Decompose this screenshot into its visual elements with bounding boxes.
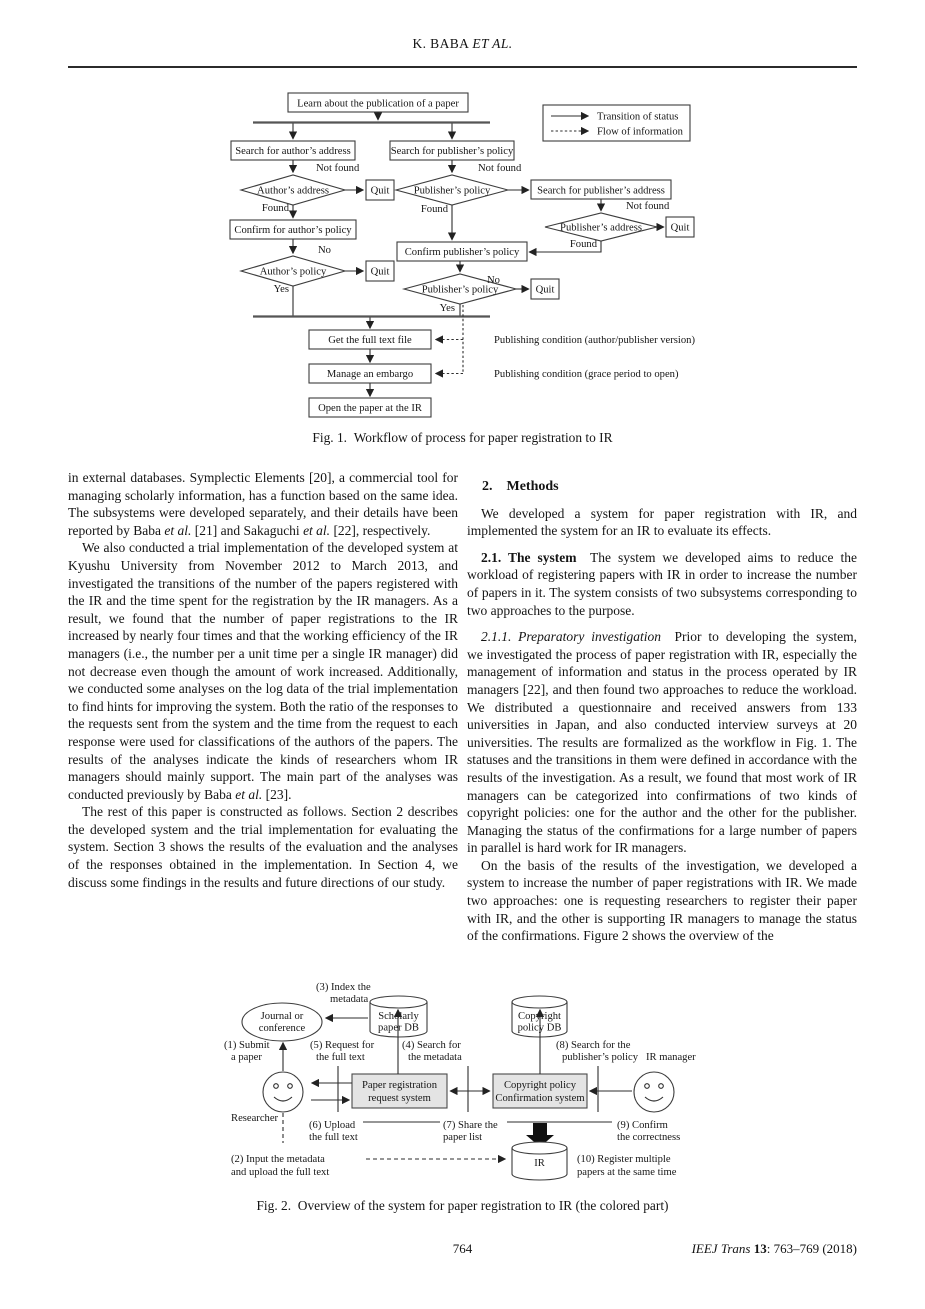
- decision-author-address-label: Author’s address: [257, 185, 329, 197]
- legend-transition-label: Transition of status: [597, 111, 679, 123]
- page-number: 764: [452, 1241, 473, 1256]
- node-confirm-publisher-policy-label: Confirm publisher’s policy: [404, 247, 520, 258]
- label-no: No: [487, 275, 500, 286]
- header-rule: [68, 66, 857, 68]
- paragraph: in external databases. Symplectic Elements [20], a commercial tool for managing scholarly information, has a function based on the same idea. The subsystems were developed separately, and their details have been reported by Baba et al. [21] and Sakaguchi et al. [22], respectively.: [68, 470, 458, 538]
- label-no: No: [318, 245, 331, 256]
- label-8-search: (8) Search for the: [556, 1040, 631, 1051]
- label-10-register: (10) Register multiple: [577, 1154, 671, 1165]
- running-head-authors: K. BABA: [412, 36, 473, 51]
- right-column: [467, 469, 857, 945]
- label-not-found: Not found: [626, 201, 670, 212]
- decision-author-policy-label: Author’s policy: [259, 266, 327, 278]
- svg-text:IR: IR: [534, 1158, 545, 1169]
- label-researcher: Researcher: [231, 1113, 279, 1124]
- node-learn-publication-label: Learn about the publication of a paper: [297, 98, 459, 110]
- node-search-author-address-label: Search for author’s address: [235, 146, 351, 157]
- label-5-request-2: the full text: [316, 1052, 365, 1063]
- copyright-confirmation-line2: Confirmation system: [495, 1093, 585, 1104]
- researcher-face-icon: [263, 1072, 303, 1112]
- node-search-publisher-policy-label: Search for publisher’s policy: [390, 146, 514, 157]
- copyright-confirmation-line1: Copyright policy: [503, 1080, 577, 1091]
- label-7-share: (7) Share the: [443, 1120, 498, 1131]
- section-heading-methods: 2. Methods: [482, 479, 559, 494]
- label-3-index: (3) Index the: [316, 982, 371, 993]
- label-not-found: Not found: [316, 163, 360, 174]
- svg-text:Copyright: Copyright: [518, 1011, 561, 1022]
- svg-text:Scholarly: Scholarly: [378, 1011, 419, 1022]
- label-found: Found: [420, 204, 448, 215]
- node-journal-line1: Journal or: [260, 1011, 304, 1022]
- label-found: Found: [569, 239, 597, 250]
- fig1-legend: [543, 105, 690, 141]
- node-open-paper-ir-label: Open the paper at the IR: [318, 403, 422, 414]
- annotation-cond-grace: Publishing condition (grace period to open): [494, 369, 679, 380]
- paragraph: On the basis of the results of the investigation, we developed a system to increase the number of paper registrations with IR. We made two approaches: one is requesting researchers to register their paper with IR, and the other is supporting IR managers to manage the status of the confirmations. Figure 2 shows the overview of the: [467, 857, 857, 944]
- node-confirm-author-policy-label: Confirm for author’s policy: [234, 225, 352, 236]
- left-column: [68, 469, 458, 891]
- annotation-cond-version: Publishing condition (author/publisher version): [494, 335, 695, 346]
- label-1-submit-2: a paper: [231, 1052, 262, 1063]
- decision-publisher-policy-label: Publisher’s policy: [413, 185, 491, 197]
- fig2-system-diagram: [0, 978, 925, 1200]
- label-6-upload-2: the full text: [309, 1132, 358, 1143]
- label-5-request: (5) Request for: [310, 1040, 375, 1051]
- label-7-share-2: paper list: [443, 1132, 483, 1143]
- journal-reference: IEEJ Trans 13: 763–769 (2018): [691, 1241, 857, 1256]
- label-found: Found: [261, 203, 289, 214]
- fig2-caption: Fig. 2. Overview of the system for paper registration to IR (the colored part): [256, 1198, 669, 1213]
- running-head-etal: ET AL.: [472, 36, 513, 51]
- svg-text:policy DB: policy DB: [517, 1022, 562, 1034]
- paragraph: We also conducted a trial implementation of the developed system at Kyushu University from November 2012 to March 2013, and investigated the transitions of the number of the papers registered with the IR and the time spent for the registration by the IR managers. As a result, we found that the number of paper registrations to the IR increased by nearly four times and that the working efficiency of the IR managers (i.e., the number per a unit time per a single IR manager) did not decrease even though the amount of work increased. Additionally, we conducted some analyses on the log data of the trial implementation to find hints for improving the system. Both the ratio of the responses to the requests sent from the system and the time from the request to each response were used for classifications of the authors of the papers. The results of the analyses indicate the kinds of researchers whom IR managers should mainly support. The main part of the analyses was conducted previously by Baba et al. [23].: [68, 540, 458, 802]
- node-get-full-text-label: Get the full text file: [328, 335, 412, 346]
- label-4-search: (4) Search for: [402, 1040, 461, 1051]
- label-9-confirm-2: the correctness: [617, 1132, 681, 1143]
- node-ir-repository: [512, 1142, 567, 1180]
- label-2-input-2: and upload the full text: [231, 1167, 330, 1178]
- fig1-caption: Fig. 1. Workflow of process for paper registration to IR: [312, 430, 613, 445]
- node-quit-4-label: Quit: [535, 284, 555, 296]
- node-manage-embargo-label: Manage an embargo: [326, 369, 414, 380]
- paragraph: The rest of this paper is constructed as follows. Section 2 describes the developed system and the trial implementation for evaluating the system. Section 3 shows the results of the evaluation and the analyses of the responses obtained in the implementation. In Section 4, we discuss some findings in the results and future directions of our study.: [68, 804, 458, 890]
- label-ir-manager: IR manager: [646, 1052, 696, 1063]
- paragraph: We developed a system for paper registration with IR, and implemented the system for an IR to evaluate its effects.: [467, 505, 857, 539]
- node-quit-1-label: Quit: [370, 185, 390, 197]
- node-quit-3-label: Quit: [670, 222, 690, 234]
- label-6-upload: (6) Upload: [309, 1120, 356, 1131]
- label-10-register-2: papers at the same time: [577, 1167, 677, 1178]
- legend-flow-label: Flow of information: [597, 126, 683, 138]
- label-4-search-2: the metadata: [408, 1052, 462, 1063]
- running-head: [0, 36, 925, 52]
- node-journal-line2: conference: [258, 1023, 306, 1034]
- node-journal-conference: [242, 1003, 322, 1041]
- paragraph-preparatory-investigation: 2.1.1. Preparatory investigation Prior to developing the system, we investigated the process of paper registration with IR, especially the management of information and status in the process operated by IR managers [22], and then found two approaches to reduce the workload. We distributed a questionnaire and received answers from 133 universities in Japan, and also conducted interview surveys at 20 universities. The results are formalized as the workflow in Fig. 1. The statuses and the transitions in them were defined in accordance with the results of the investigation. As a result, we found that most work of IR managers can be categorized into confirmations of two kinds of copyright policies: one for the author and the other for the publisher. Managing the status of the confirmations for a large number of papers in parallel is hard work for IR managers.: [467, 629, 857, 856]
- label-yes: Yes: [439, 303, 455, 314]
- label-1-submit: (1) Submit: [224, 1040, 270, 1051]
- label-9-confirm: (9) Confirm: [617, 1120, 668, 1131]
- label-3-index-2: metadata: [330, 994, 369, 1005]
- label-not-found: Not found: [478, 163, 522, 174]
- fig1-flowchart: [0, 85, 925, 430]
- svg-text:paper DB: paper DB: [378, 1022, 419, 1034]
- decision-publisher-policy-2-label: Publisher’s policy: [421, 284, 499, 296]
- paper-registration-line2: request system: [368, 1093, 431, 1104]
- paper-registration-line1: Paper registration: [361, 1080, 438, 1091]
- decision-publisher-address-label: Publisher’s address: [560, 222, 642, 234]
- label-2-input: (2) Input the metadata: [231, 1154, 325, 1165]
- ir-manager-face-icon: [634, 1072, 674, 1112]
- paragraph-the-system: 2.1. The system The system we developed aims to reduce the workload of registering papers with IR in order to increase the number of papers in it. The system consists of two subsystems corresponding to two approaches to the purpose.: [467, 549, 858, 618]
- node-quit-2-label: Quit: [370, 266, 390, 278]
- label-8-search-2: publisher’s policy: [562, 1052, 639, 1063]
- label-yes: Yes: [273, 284, 289, 295]
- node-search-publisher-address-label: Search for publisher’s address: [537, 185, 665, 197]
